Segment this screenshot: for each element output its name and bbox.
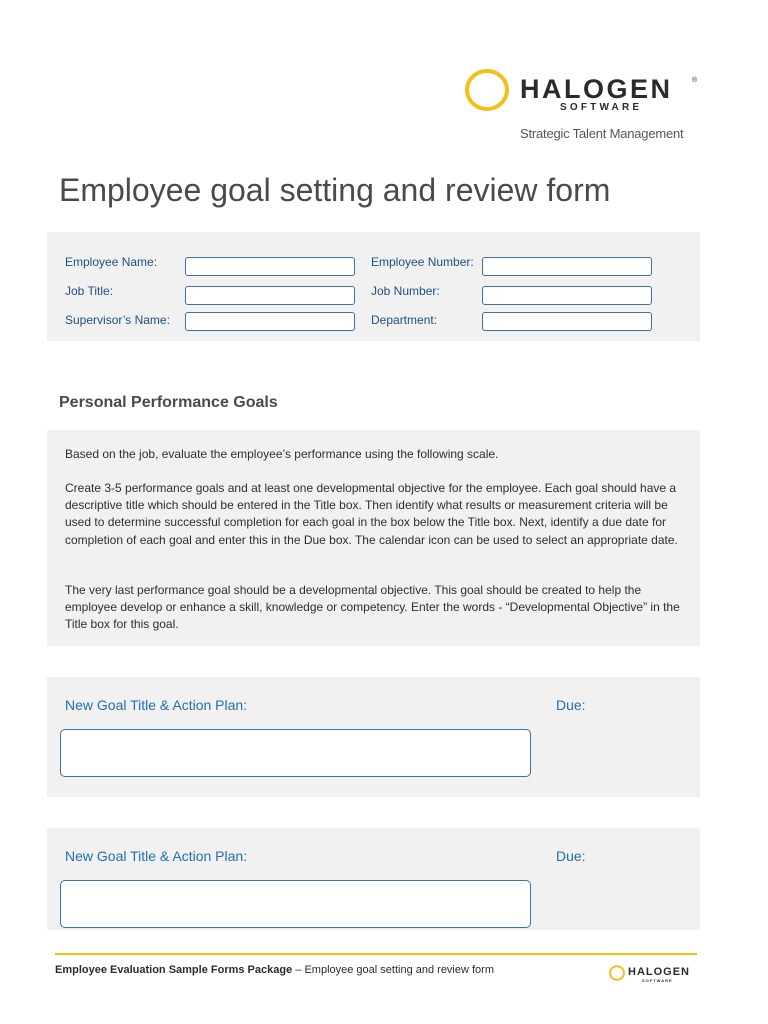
department-input[interactable] bbox=[482, 312, 652, 331]
goal-title-input[interactable] bbox=[60, 729, 531, 777]
instruction-paragraph: Create 3-5 performance goals and at least one developmental objective for the employee. Each goal should have a descriptive title which should be entered in the Title box. Then identify what results or measurement criteria will be used to determine successful completion for each goal in the box below the Title box. Next, identify a due date for completion of each goal and enter this in the Due box. The calendar icon can be used to select an appropriate date. bbox=[65, 481, 678, 547]
job-title-label: Job Title: bbox=[65, 284, 114, 298]
employee-name-label: Employee Name: bbox=[65, 255, 158, 269]
footer-logo-sub: SOFTWARE bbox=[642, 978, 673, 983]
footer-caption bbox=[55, 964, 494, 976]
job-title-input[interactable] bbox=[185, 286, 355, 305]
brand-name: HALOGEN bbox=[520, 74, 673, 104]
employee-number-input[interactable] bbox=[482, 257, 652, 276]
employee-number-label: Employee Number: bbox=[371, 255, 474, 269]
goal-title-label: New Goal Title & Action Plan: bbox=[65, 697, 248, 713]
employee-info-panel bbox=[47, 232, 700, 341]
due-label: Due: bbox=[556, 697, 586, 713]
job-number-label: Job Number: bbox=[371, 284, 440, 298]
goal-panel bbox=[47, 677, 700, 797]
page-title: Employee goal setting and review form bbox=[59, 172, 611, 208]
footer-separator: – bbox=[292, 964, 305, 976]
employee-name-input[interactable] bbox=[185, 257, 355, 276]
goal-panel bbox=[47, 828, 700, 930]
section-heading: Personal Performance Goals bbox=[59, 394, 278, 411]
brand-tagline: Strategic Talent Management bbox=[520, 126, 684, 141]
brand-sub: SOFTWARE bbox=[560, 102, 643, 113]
instruction-paragraph: Based on the job, evaluate the employee’s performance using the following scale. bbox=[65, 447, 499, 461]
supervisor-name-input[interactable] bbox=[185, 312, 355, 331]
goal-title-label: New Goal Title & Action Plan: bbox=[65, 848, 248, 864]
job-number-input[interactable] bbox=[482, 286, 652, 305]
footer-logo-name: HALOGEN bbox=[628, 966, 690, 978]
footer-divider bbox=[55, 953, 697, 955]
footer-package-name: Employee Evaluation Sample Forms Package bbox=[55, 964, 293, 976]
halogen-ring-icon bbox=[462, 66, 512, 116]
department-label: Department: bbox=[371, 313, 438, 327]
footer-form-name: Employee goal setting and review form bbox=[304, 964, 494, 976]
footer-logo bbox=[608, 963, 698, 983]
goal-title-input[interactable] bbox=[60, 880, 531, 928]
footer-ring-icon bbox=[608, 964, 626, 982]
instruction-paragraph: The very last performance goal should be a developmental objective. This goal should be created to help the employee develop or enhance a skill, knowledge or competency. Enter the words - “Developmental Objective” in the Title box for this goal. bbox=[65, 583, 680, 632]
supervisor-name-label: Supervisor’s Name: bbox=[65, 313, 170, 327]
registered-mark: ® bbox=[692, 77, 698, 84]
instructions-panel bbox=[47, 430, 700, 646]
due-label: Due: bbox=[556, 848, 586, 864]
halogen-logo bbox=[462, 66, 702, 146]
